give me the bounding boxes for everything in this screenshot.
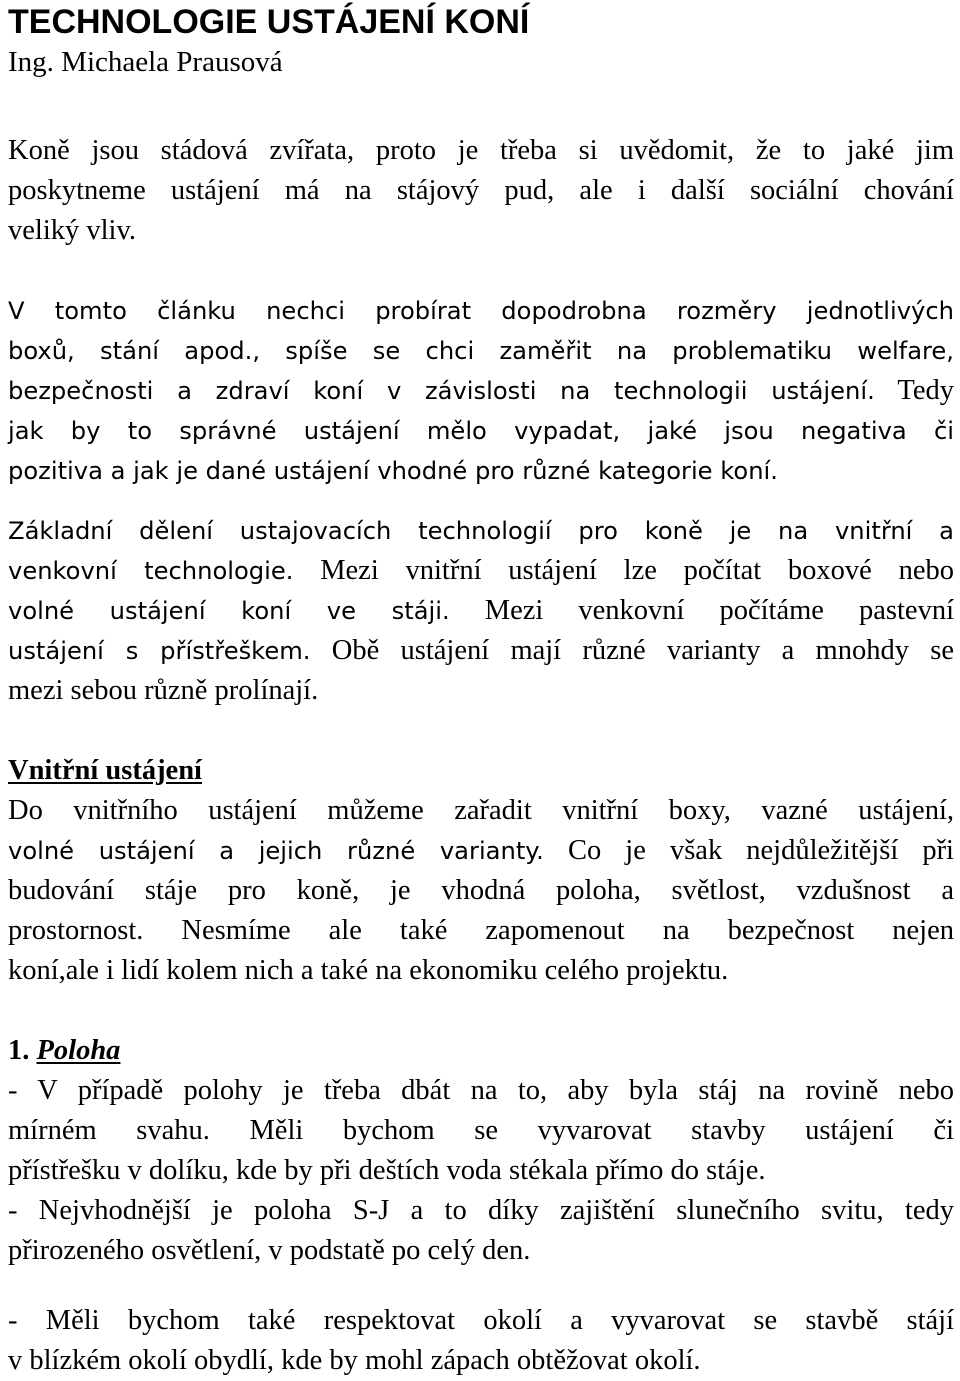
text-run: Mezi vnitřní ustájení lze počítat boxové nebo [293,555,954,586]
text-line: budování stáje pro koně, je vhodná poloha, světlost, vzdušnost a [8,875,954,906]
text-line: pozitiva a jak je dané ustájení vhodné pro různé kategorie koní. [8,457,778,485]
text-line: poskytneme ustájení má na stájový pud, ale i další sociální chování [8,175,954,206]
document-page [8,0,954,1381]
text-line [8,631,954,671]
text-run: Co je však nejdůležitější při [543,835,954,866]
text-run: venkovní technologie. [8,557,294,585]
intro-paragraph [8,131,954,251]
text-line [8,331,954,371]
text-run: bezpečnosti a zdraví koní v závislosti na technologii ustájení. [8,377,875,405]
text-line: V tomto článku nechci probírat dopodrobna rozměry jednotlivých [8,297,954,325]
text-line: - Měli bychom také respektovat okolí a vyvarovat se stavbě stájí [8,1305,954,1336]
text-line [8,591,954,631]
text-run: Obě ustájení mají různé varianty a mnohdy se [310,635,954,666]
spacer [8,82,954,131]
spacer [8,711,954,751]
text-line: přístřešku v dolíku, kde by při deštích voda stékala přímo do stáje. [8,1155,766,1186]
text-line [8,831,954,871]
text-line: Do vnitřního ustájení můžeme zařadit vnitřní boxy, vazné ustájení, [8,795,954,826]
spacer [8,491,954,511]
text-run: Mezi venkovní počítáme pastevní [449,595,954,626]
text-run: volné ustájení koní ve stáji. [8,597,450,625]
text-line: - V případě polohy je třeba dbát na to, aby byla stáj na rovině nebo [8,1075,954,1106]
text-run: volné ustájení a jejich různé varianty. [8,837,544,865]
text-line: koní,ale i lidí kolem nich a také na ekonomiku celého projektu. [8,955,729,986]
text-run: Tedy [874,375,954,406]
section-heading-location [8,1031,954,1071]
spacer [8,251,954,291]
text-run: Nesmíme ale také zapomenout na bezpečnost nejen [143,915,954,946]
indoor-paragraph [8,791,954,991]
text-line [8,911,954,951]
location-item-3 [8,1301,954,1381]
text-line: Koně jsou stádová zvířata, proto je třeba si uvědomit, že to jaké jim [8,135,954,166]
article-scope-paragraph [8,291,954,491]
document-title: TECHNOLOGIE USTÁJENÍ KONÍ [8,3,530,41]
basic-division-paragraph [8,511,954,711]
text-line: Základní dělení ustajovacích technologií pro koně je na vnitřní a [8,517,954,545]
heading-number: 1. [8,1035,30,1066]
location-item-1 [8,1071,954,1191]
text-run: boxů, stání apod. [8,337,253,365]
text-run: prostornost. [8,915,144,946]
text-line: mírném svahu. Měli bychom se vyvarovat stavby ustájení či [8,1115,954,1146]
section-heading-indoor: Vnitřní ustájení [8,755,202,786]
text-line: jak by to správné ustájení mělo vypadat, jaké jsou negativa či [8,417,954,445]
location-item-2 [8,1191,954,1271]
document-author: Ing. Michaela Prausová [8,46,283,78]
text-line: veliký vliv. [8,215,136,246]
text-line: přirozeného osvětlení, v podstatě po celý den. [8,1235,531,1266]
heading-word: Poloha [36,1035,121,1066]
spacer [8,1271,954,1301]
text-line: mezi sebou různě prolínají. [8,675,319,706]
text-line [8,551,954,591]
text-run: , spíše se chci zaměřit na problematiku welfare, [252,337,954,365]
text-line: - Nejvhodnější je poloha S-J a to díky zajištění slunečního svitu, tedy [8,1195,954,1226]
text-line [8,371,954,411]
spacer [8,991,954,1031]
text-line: v blízkém okolí obydlí, kde by mohl zápach obtěžovat okolí. [8,1345,701,1376]
text-run: ustájení s přístřeškem. [8,637,311,665]
